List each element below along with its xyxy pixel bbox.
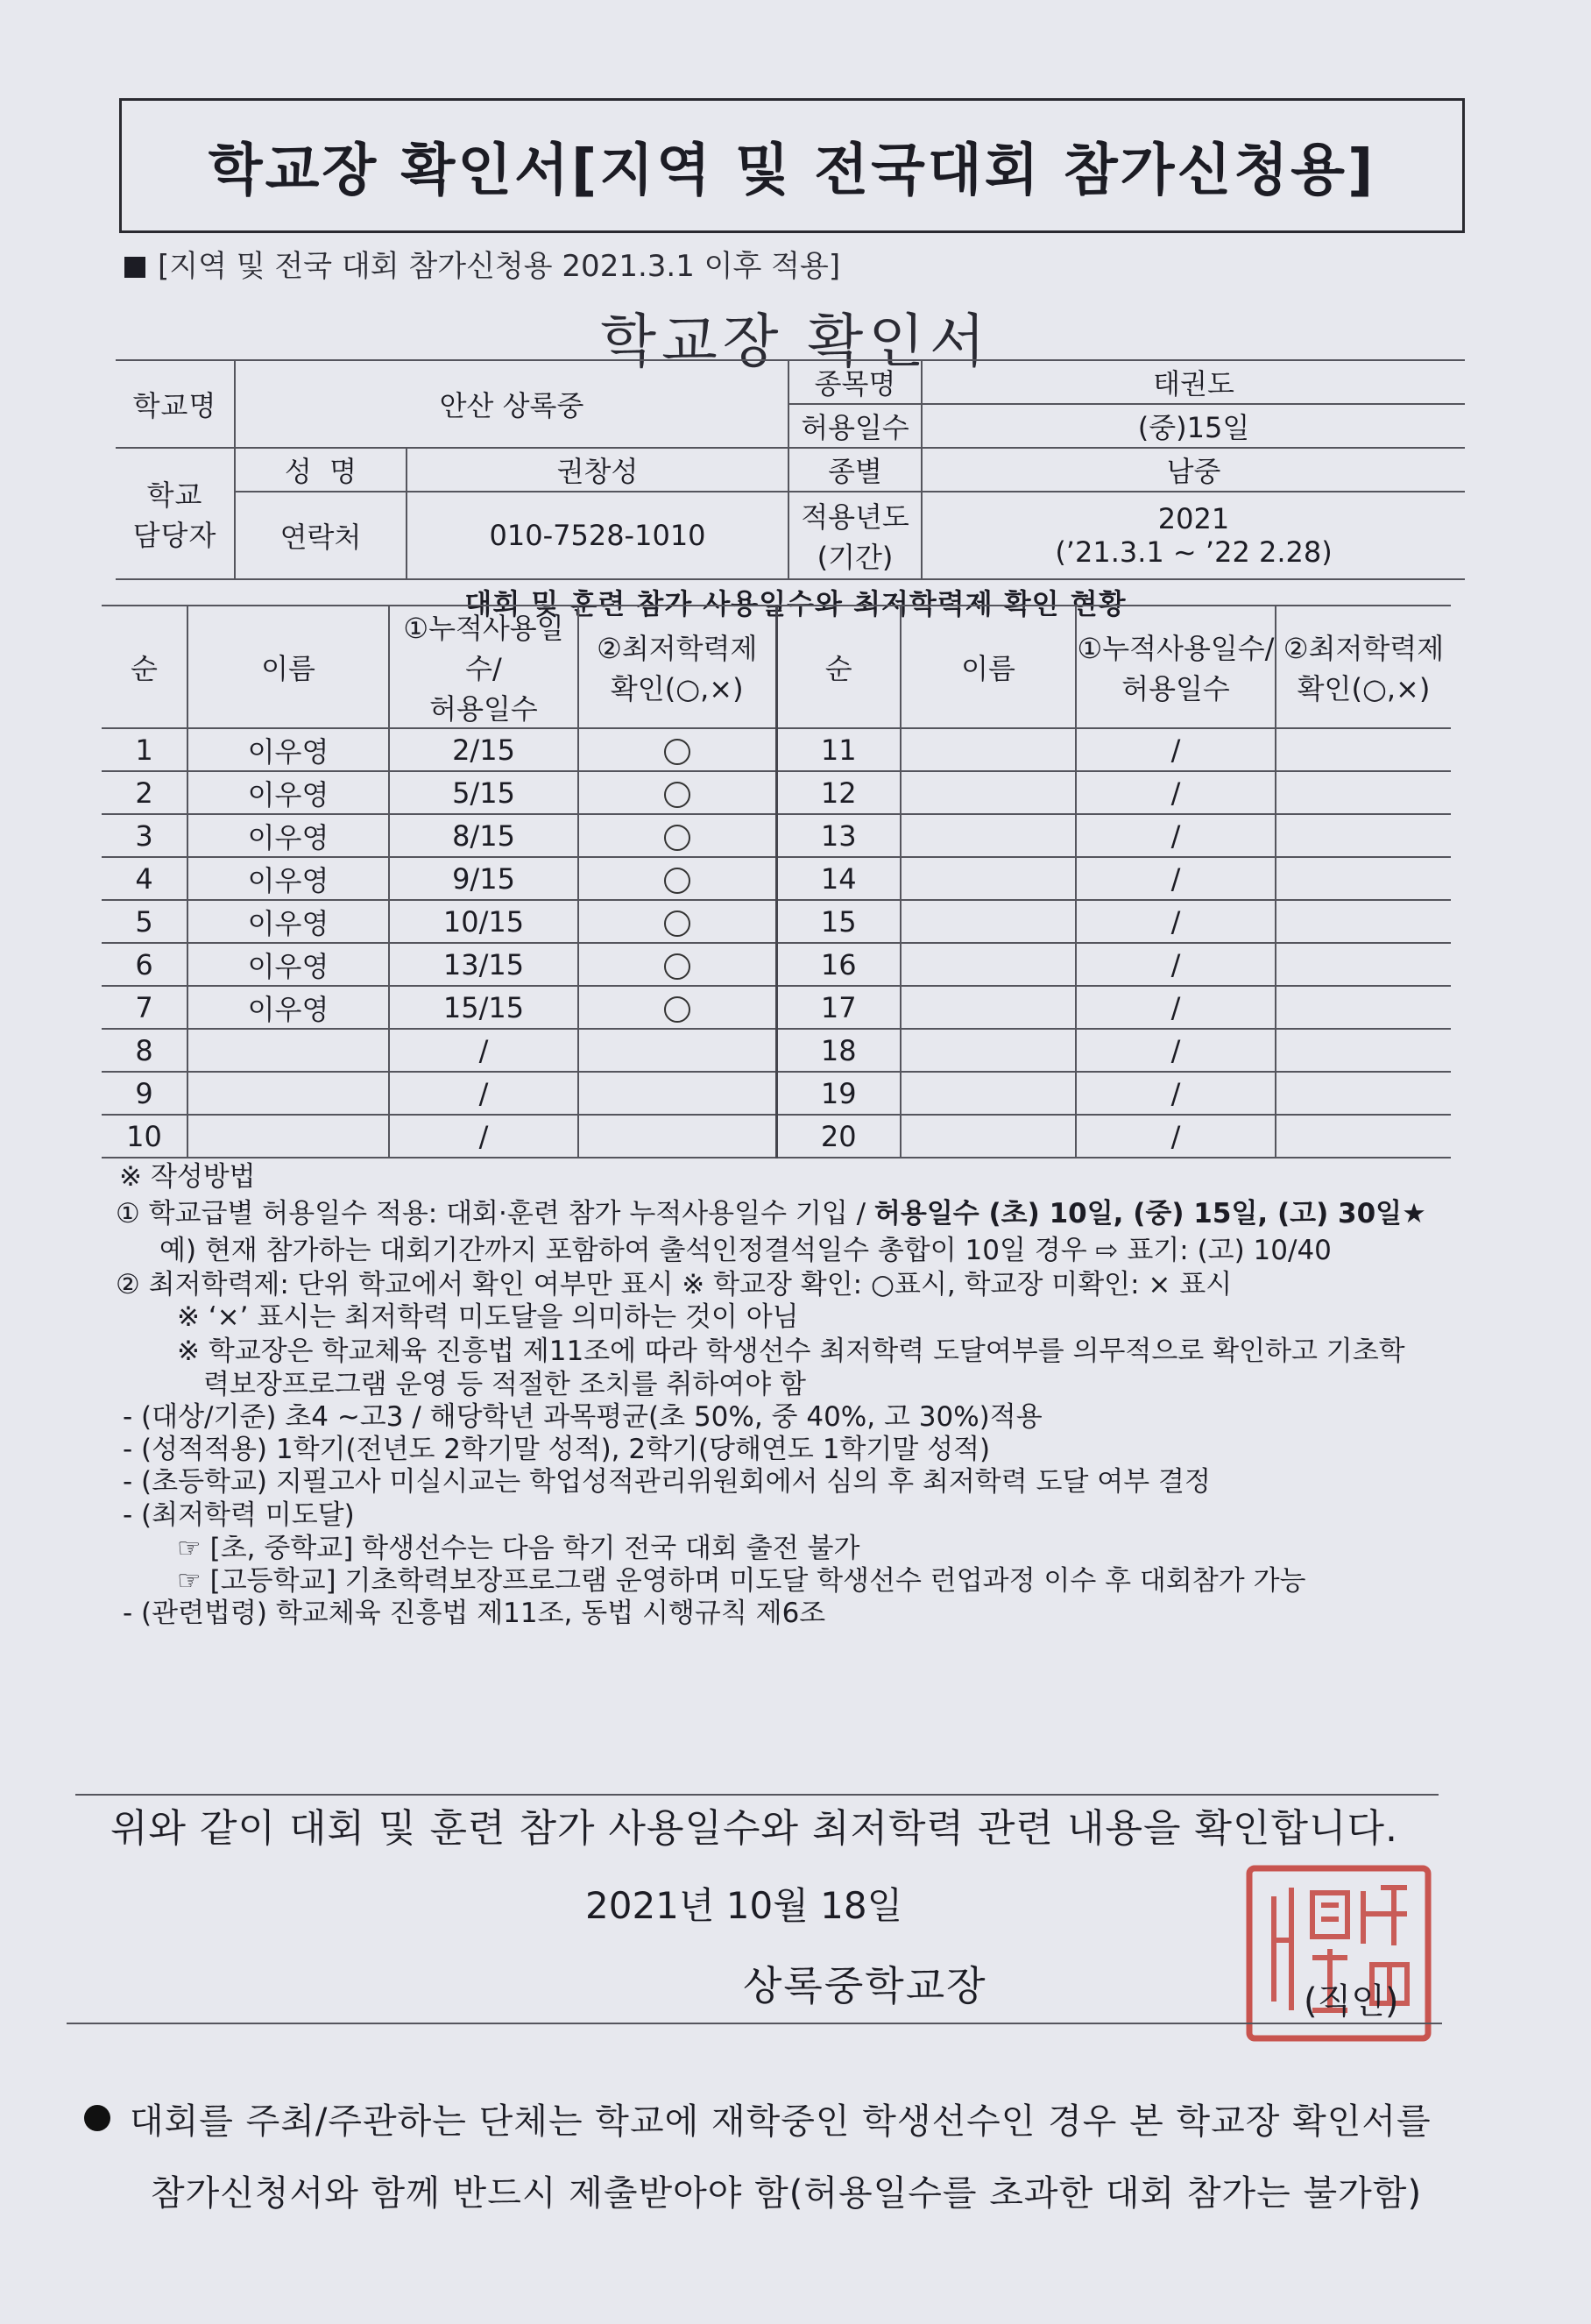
row-number: 11 [776,728,901,771]
academic-check [1276,814,1451,857]
confirmation-statement: 위와 같이 대회 및 훈련 참가 사용일수와 최저학력 관련 내용을 확인합니다. [110,1806,1398,1851]
student-name [901,1072,1076,1115]
student-status-table [102,605,1451,1158]
days-used: / [1076,771,1276,814]
student-name [901,900,1076,943]
col-header-check-right-line2: 확인(○,×) [1297,672,1431,705]
instruction-4-line2: 력보장프로그램 운영 등 적절한 조치를 취하여야 함 [203,1369,806,1400]
days-used: 2/15 [389,728,578,771]
row-number: 10 [102,1115,187,1158]
check-circle-icon [664,739,690,765]
days-used: 13/15 [389,943,578,986]
academic-check [1276,857,1451,900]
days-used: / [1076,1072,1276,1115]
student-name [187,1029,389,1072]
submission-notice-text1: 대회를 주최/주관하는 단체는 학교에 재학중인 학생선수인 경우 본 학교장 확인서를 [130,2101,1432,2142]
submission-notice-line1 [84,2086,1451,2157]
certificate-title: 학교장 확인서 [600,308,991,375]
days-used: / [1076,900,1276,943]
row-number: 18 [776,1029,901,1072]
category-value: 남중 [922,448,1465,492]
row-number: 1 [102,728,187,771]
period-range: (’21.3.1 ~ ’22 2.28) [1055,535,1333,569]
days-used: / [1076,1115,1276,1158]
table-row [102,728,1451,771]
period-label [788,492,922,579]
instruction-target: - (대상/기준) 초4 ~고3 / 해당학년 과목평균(초 50%, 중 40%, 고 30%)적용 [123,1401,1043,1433]
contact-label: 연락처 [235,492,407,579]
row-number: 2 [102,771,187,814]
academic-check [1276,1029,1451,1072]
applicability-text: [지역 및 전국 대회 참가신청용 2021.3.1 이후 적용] [158,249,841,284]
confirmation-date: 2021년 10월 18일 [585,1884,903,1927]
academic-check [578,900,776,943]
student-name: 이우영 [187,900,389,943]
instruction-1-example: 예) 현재 참가하는 대회기간까지 포함하여 출석인정결석일수 총합이 10일 경우 ⇨ 표기: (고) 10/40 [159,1235,1332,1266]
academic-check [1276,986,1451,1029]
days-used: 5/15 [389,771,578,814]
allowed-days-value: (중)15일 [922,404,1465,448]
row-number: 7 [102,986,187,1029]
student-name [901,814,1076,857]
staff-name-label: 성 명 [235,448,407,492]
student-name [901,857,1076,900]
col-header-name: 이름 [187,606,389,728]
table-row [102,900,1451,943]
col-header-no: 순 [102,606,187,728]
days-used: / [1076,943,1276,986]
col-header-check-right [1276,606,1451,728]
academic-check [578,1029,776,1072]
student-name [901,728,1076,771]
student-name [901,1029,1076,1072]
academic-check [1276,900,1451,943]
academic-check [1276,943,1451,986]
academic-check [578,1115,776,1158]
row-number: 19 [776,1072,901,1115]
school-name-value: 안산 상록중 [235,360,788,448]
academic-check [1276,771,1451,814]
col-header-check [578,606,776,728]
col-header-days-right-line2: 허용일수 [1121,672,1230,705]
row-number: 8 [102,1029,187,1072]
instruction-elementary: - (초등학교) 지필고사 미실시교는 학업성적관리위원회에서 심의 후 최저학력 도달 여부 결정 [123,1466,1211,1498]
col-header-days-right-line1: ①누적사용일수/ [1077,632,1275,665]
row-number: 20 [776,1115,901,1158]
row-number: 6 [102,943,187,986]
instruction-grades: - (성적적용) 1학기(전년도 2학기말 성적), 2학기(당해연도 1학기말 성적) [123,1434,991,1465]
bullet-icon [84,2105,110,2131]
staff-label [116,448,235,579]
divider-bottom [67,2023,1442,2024]
student-name [901,771,1076,814]
school-info-table [116,359,1465,580]
instruction-middle-school: ☞ [초, 중학교] 학생선수는 다음 학기 전국 대회 출전 불가 [177,1533,860,1564]
row-number: 5 [102,900,187,943]
row-number: 9 [102,1072,187,1115]
student-name [187,1115,389,1158]
staff-label-line2: 담당자 [132,519,217,552]
contact-value: 010-7528-1010 [407,492,788,579]
days-used: / [389,1072,578,1115]
table-row [102,814,1451,857]
instruction-4-line1: ※ 학교장은 학교체육 진흥법 제11조에 따라 학생선수 최저학력 도달여부를 의무적으로 확인하고 기초학 [177,1336,1405,1367]
check-circle-icon [664,825,690,851]
days-used: / [389,1029,578,1072]
instruction-1-text: ① 학교급별 허용일수 적용: 대회·훈련 참가 누적사용일수 기입 / [116,1198,874,1229]
student-name: 이우영 [187,857,389,900]
academic-check [1276,1115,1451,1158]
instructions-section [116,1158,1482,1630]
days-used: 9/15 [389,857,578,900]
event-value: 태권도 [922,360,1465,404]
allowed-days-label: 허용일수 [788,404,922,448]
table-row [102,771,1451,814]
days-used: 8/15 [389,814,578,857]
table-header-row [102,606,1451,728]
submission-notice [84,2086,1451,2229]
instruction-1 [116,1195,1482,1232]
row-number: 17 [776,986,901,1029]
col-header-check-right-line1: ②최저학력제 [1283,632,1445,665]
col-header-days-line2: 허용일수 [429,692,538,726]
col-header-no-right: 순 [776,606,901,728]
instruction-related-law: - (관련법령) 학교체육 진흥법 제11조, 동법 시행규칙 제6조 [123,1598,826,1629]
seal-label: (직인) [1304,1981,1399,2022]
days-used: 10/15 [389,900,578,943]
instruction-3: ※ ‘×’ 표시는 최저학력 미도달을 의미하는 것이 아님 [177,1301,799,1333]
academic-check [1276,728,1451,771]
staff-name-value: 권창성 [407,448,788,492]
academic-check [578,986,776,1029]
student-name: 이우영 [187,814,389,857]
status-table-title: 대회 및 훈련 참가 사용일수와 최저학력제 확인 현황 [464,587,1127,620]
instruction-high-school: ☞ [고등학교] 기초학력보장프로그램 운영하며 미도달 학생선수 런업과정 이수 후 대회참가 가능 [177,1565,1306,1597]
row-number: 14 [776,857,901,900]
col-header-days [389,606,578,728]
academic-check [578,1072,776,1115]
row-number: 13 [776,814,901,857]
days-used: / [1076,986,1276,1029]
divider-top [75,1794,1439,1796]
event-label: 종목명 [788,360,922,404]
row-number: 3 [102,814,187,857]
instruction-1-allowed-days: 허용일수 (초) 10일, (중) 15일, (고) 30일★ [873,1198,1426,1229]
days-used: / [1076,728,1276,771]
submission-notice-line2: 참가신청서와 함께 반드시 제출받아야 함(허용일수를 초과한 대회 참가는 불가함) [151,2173,1423,2214]
academic-check [578,771,776,814]
col-header-name-right: 이름 [901,606,1076,728]
period-year: 2021 [1157,502,1230,535]
staff-label-line1: 학교 [146,478,203,512]
days-used: / [1076,1029,1276,1072]
instructions-heading: ※ 작성방법 [119,1161,256,1193]
applicability-note [124,242,840,285]
days-used: / [1076,814,1276,857]
days-used: / [389,1115,578,1158]
academic-check [578,943,776,986]
academic-check [578,728,776,771]
academic-check [578,857,776,900]
student-name: 이우영 [187,728,389,771]
student-name [187,1072,389,1115]
principal-signature: 상록중학교장 [743,1962,987,2009]
col-header-check-line2: 확인(○,×) [610,672,744,705]
table-row [102,986,1451,1029]
check-circle-icon [664,868,690,894]
document-header-title: 학교장 확인서[지역 및 전국대회 참가신청용] [119,98,1465,233]
check-circle-icon [664,782,690,808]
table-row [102,857,1451,900]
student-name [901,986,1076,1029]
student-rows [102,728,1451,1158]
days-used: / [1076,857,1276,900]
table-row [102,1072,1451,1115]
check-circle-icon [664,953,690,980]
period-label-line1: 적용년도 [801,500,909,534]
instruction-2: ② 최저학력제: 단위 학교에서 확인 여부만 표시 ※ 학교장 확인: ○표시, 학교장 미확인: × 표시 [116,1269,1233,1300]
check-circle-icon [664,996,690,1023]
student-name: 이우영 [187,771,389,814]
school-name-label: 학교명 [116,360,235,448]
table-row [102,1115,1451,1158]
row-number: 16 [776,943,901,986]
col-header-days-right [1076,606,1276,728]
period-value [922,492,1465,579]
student-name: 이우영 [187,943,389,986]
square-bullet-icon [124,257,145,278]
days-used: 15/15 [389,986,578,1029]
row-number: 4 [102,857,187,900]
student-name [901,943,1076,986]
instruction-not-reached: - (최저학력 미도달) [123,1499,355,1531]
col-header-check-line1: ②최저학력제 [597,632,758,665]
category-label: 종별 [788,448,922,492]
student-name [901,1115,1076,1158]
check-circle-icon [664,910,690,937]
col-header-days-line1: ①누적사용일수/ [403,612,564,685]
row-number: 12 [776,771,901,814]
academic-check [578,814,776,857]
table-row [102,1029,1451,1072]
academic-check [1276,1072,1451,1115]
student-name: 이우영 [187,986,389,1029]
period-label-line2: (기간) [817,541,894,574]
table-row [102,943,1451,986]
row-number: 15 [776,900,901,943]
